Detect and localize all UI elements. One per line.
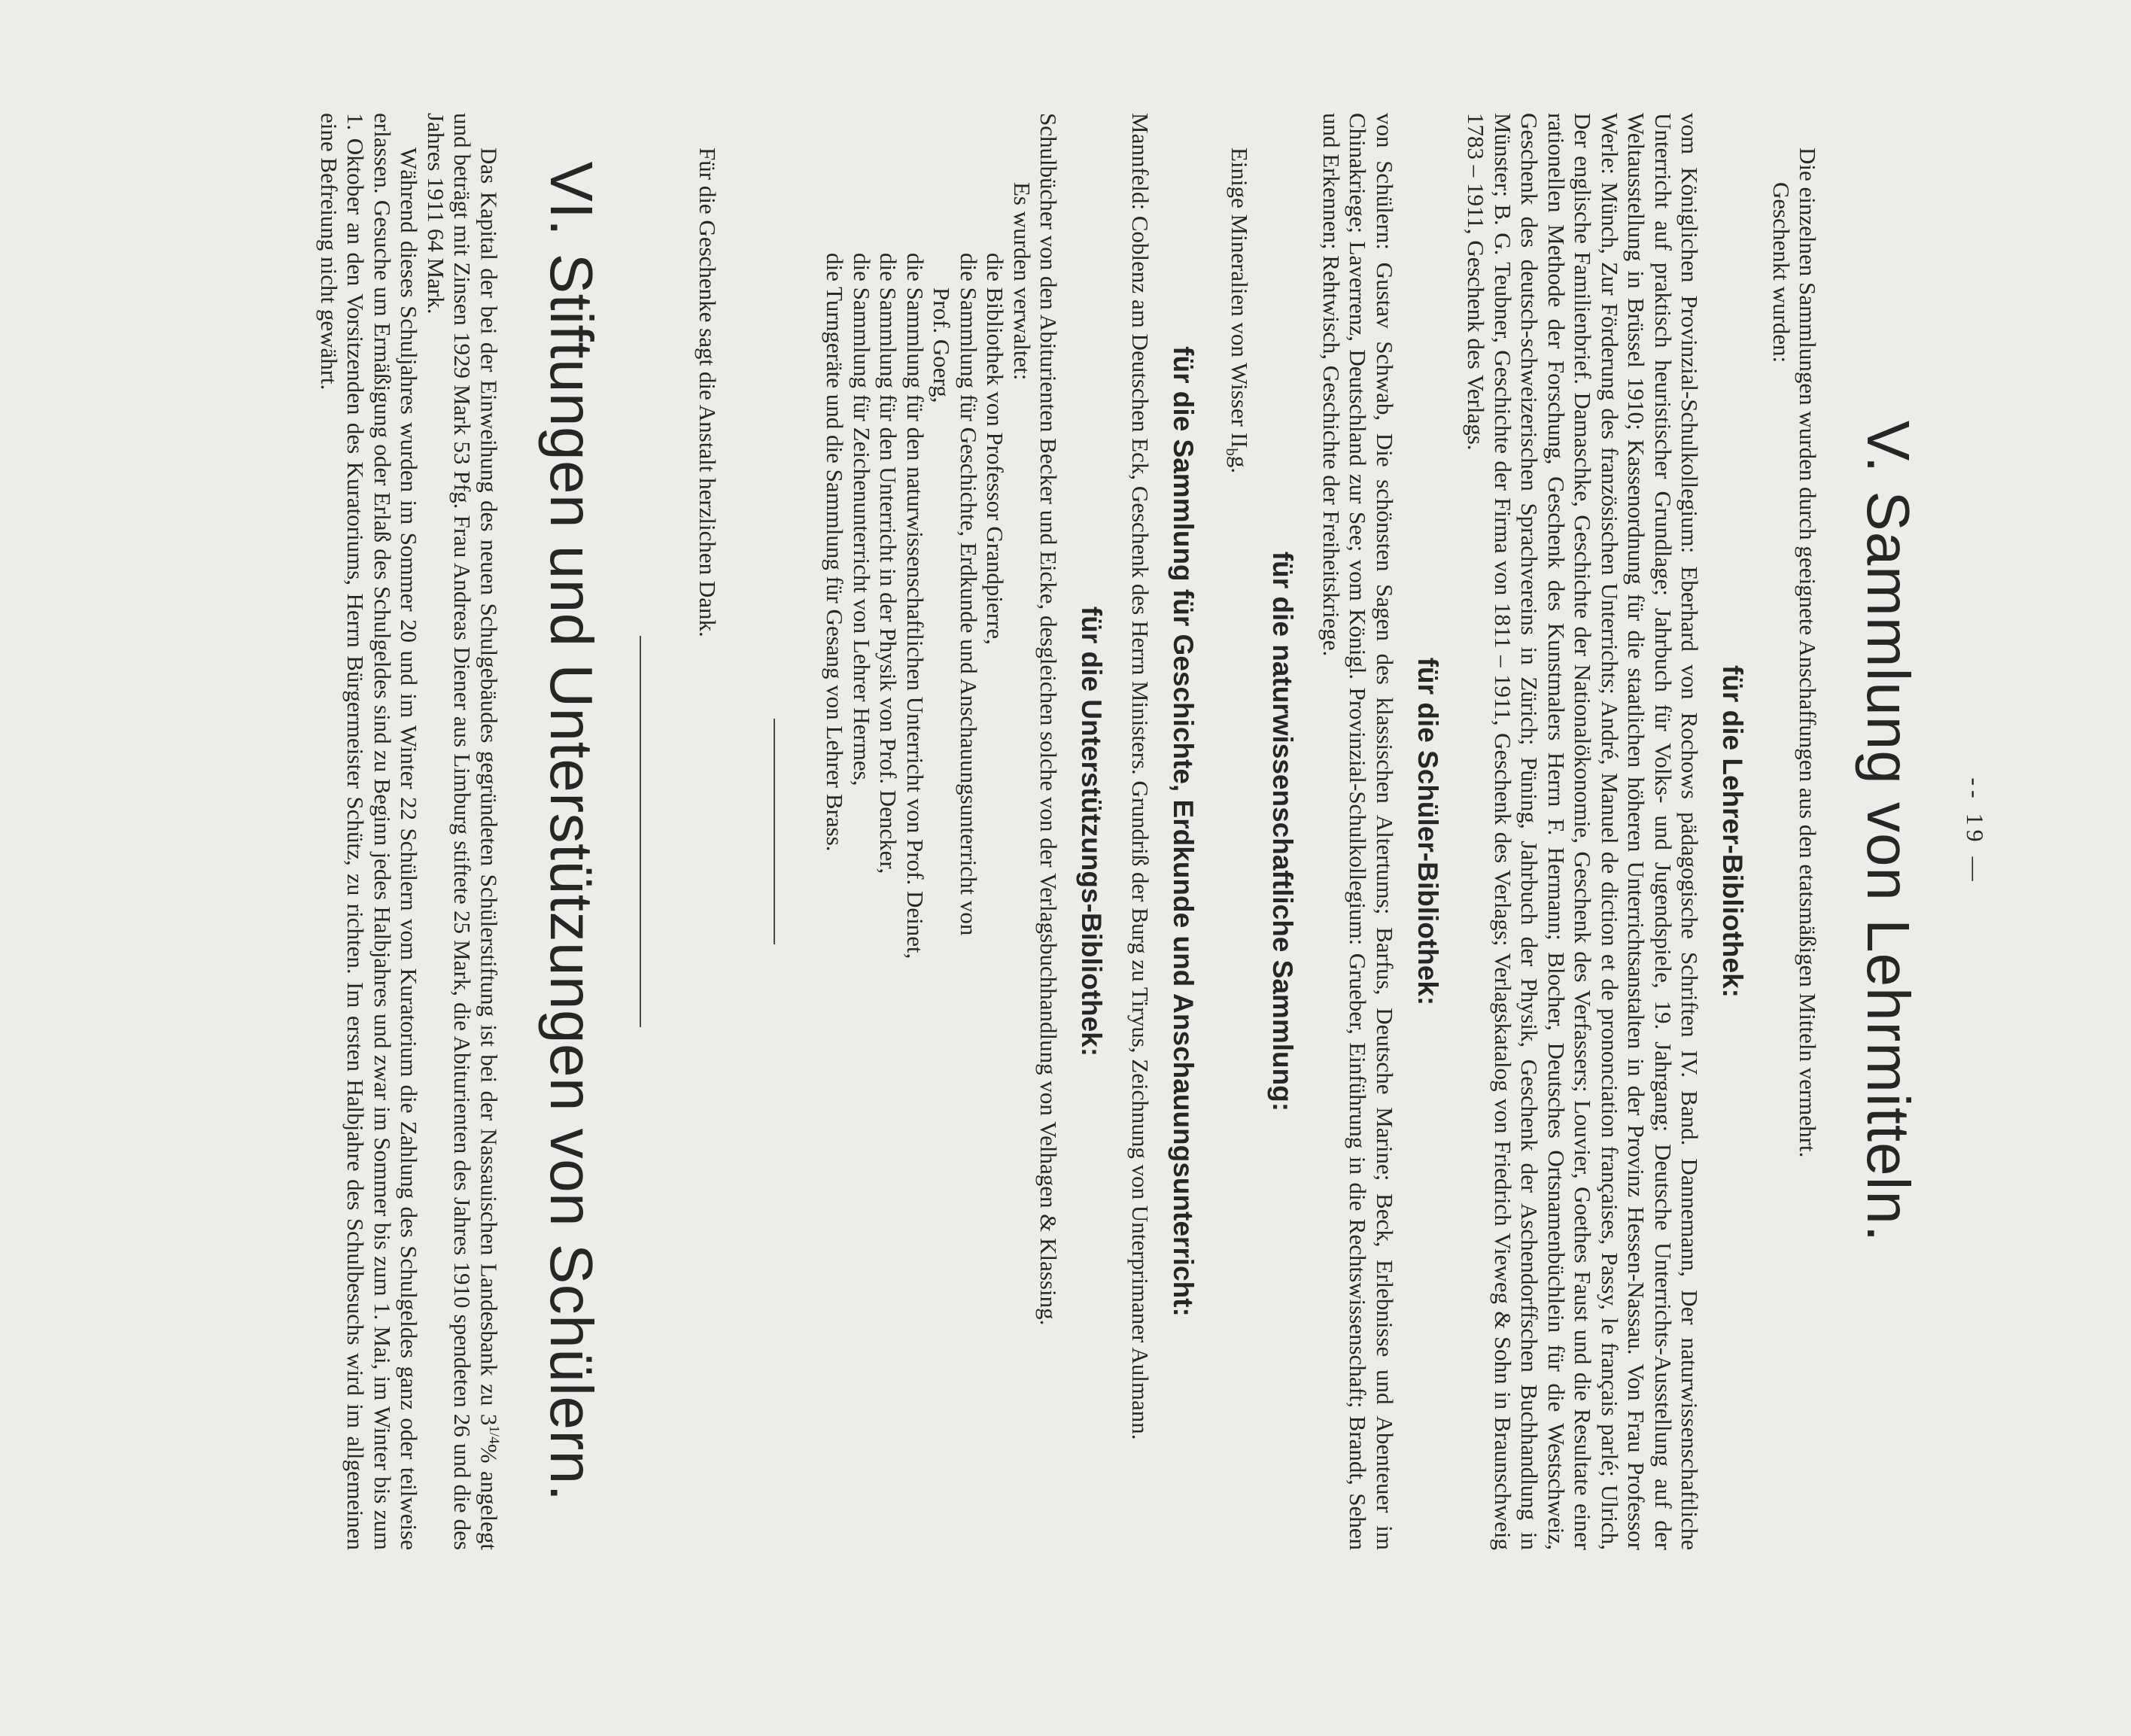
divider-long xyxy=(640,636,641,1027)
section-v-title: V. Sammlung von Lehrmitteln. xyxy=(1855,420,1923,1243)
list-item: die Sammlung für Zeichenunterricht von Lehrer Hermes, xyxy=(848,253,875,786)
page-number: -- 19 — xyxy=(1962,777,1989,886)
schueler-bibliothek-heading: für die Schüler-Bibliothek: xyxy=(1412,657,1443,1006)
thanks-text: Für die Geschenke sagt die Anstalt herzlichen Dank. xyxy=(694,147,721,637)
list-item: die Bibliothek von Professor Grandpierre, xyxy=(982,253,1009,645)
section-vi-paragraph-1 xyxy=(422,113,507,1550)
natur-text-after: g. xyxy=(1227,455,1254,474)
list-item: die Sammlung für den naturwissenschaftlichen Unterricht von Prof. Deinet, xyxy=(901,253,929,959)
p1-part-b: % angelegt und beträgt mit Zinsen 1929 Mark 53 Pfg. Frau Andreas Diener aus Limburg stiftete 25 Mark, die Abiturienten des Jahres 1910 spendeten 26 und die des Jahres 1911 64 Mark. xyxy=(422,113,503,1550)
natur-sammlung-text xyxy=(1218,113,1254,1550)
divider-short xyxy=(774,719,775,944)
page-content xyxy=(315,113,1988,1550)
schueler-bibliothek-text: von Schülern: Gustav Schwab, Die schönsten Sagen des klassischen Altertums; Barfus, Deutsche Marine; Beck, Erlebnisse und Abenteuer im Chinakriege; Laverrenz, Deutschland zur See; vom Königl. Provinzial-Schulkollegium: Grueber, Einführung in die Rechtswissenschaft; Brandt, Sehen und Erkennen; Rehtwisch, Geschichte der Freiheitskriege. xyxy=(1318,113,1398,1550)
verwaltet-label: Es wurden verwaltet: xyxy=(1008,182,1035,381)
lehrer-bibliothek-text: vom Königlichen Provinzial-Schulkollegium: Eberhard von Rochows pädagogische Schriften IV. Band. Dannemann, Der naturwissenschaftliche Unterricht auf praktisch heuristischer Grundlage; Jahrbuch für Volks- und Jugendspiele, 19. Jahrgang; Deutsche Unterrichts-Ausstellung auf der Weltausstellung in Brüssel 1910; Kassenordnung für die staatlichen höheren Unterrichtsanstalten in der Provinz Hessen-Nassau. Von Frau Professor Werle: Münch, Zur Förderung des französischen Unterrichts; André, Manuel de diction et de prononciation françaises, Passy, le français parlé; Ulrich, Der englische Familienbrief. Damaschke, Geschichte der Nationalökonomie, Geschenk des Verfassers; Louvier, Goethes Faust und die Resultate einer rationellen Methode der Forschung, Geschenk des Kunstmalers Herrn F. Hermann; Blocher, Deutsches Ortsnamenbüchlein für die Westschweiz, Geschenk des deutsch-schweizerischen Sprachvereins in Zürich; Püning, Jahrbuch der Physik, Geschenk der Aschendorffschen Buchhandlung in Münster; B. G. Teubner, Geschichte der Firma von 1811 – 1911, Geschenk des Verlags; Verlagskatalog von Friedrich Vieweg & Sohn in Braunschweig 1783 – 1911, Geschenk des Verlags. xyxy=(1463,113,1704,1550)
natur-sammlung-heading: für die naturwissenschaftliche Sammlung: xyxy=(1267,551,1299,1112)
list-item: Prof. Goerg, xyxy=(929,287,956,403)
unterstuetzung-bibliothek-heading: für die Unterstützungs-Bibliothek: xyxy=(1076,606,1108,1057)
lehrer-bibliothek-heading: für die Lehrer-Bibliothek: xyxy=(1717,665,1749,998)
p1-part-a: Das Kapital der bei der Einweihung des neuen Schulgebäudes gegründeten Schülerstiftung ist bei der Nassauischen Landesbank zu 3 xyxy=(476,147,503,1426)
natur-text-before: Einige Mineralien von Wisser II xyxy=(1227,147,1254,448)
geschichte-sammlung-heading: für die Sammlung für Geschichte, Erdkunde und Anschauungsunterricht: xyxy=(1167,346,1199,1317)
verwaltet-list xyxy=(822,253,1009,1550)
p1-fraction: 1/4 xyxy=(486,1425,503,1444)
section-v-intro: Die einzelnen Sammlungen wurden durch geeignete Anschaffungen aus den etatsmäßigen Mitteln vermehrt. xyxy=(1795,147,1822,1158)
section-vi-paragraph-2: Während dieses Schuljahres wurden im Sommer 20 und im Winter 22 Schülern vom Kuratorium die Zahlung des Schulgeldes ganz oder teilweise erlassen. Gesuche um Ermäßigung oder Erlaß des Schulgeldes sind zu Beginn jedes Halbjahres und zwar im Sommer bis zum 1. Mai, im Winter bis zum 1. Oktober an den Vorsitzenden des Kuratoriums, Herrn Bürgermeister Schütz, zu richten. Im ersten Halbjahre des Schulbesuchs wird im allgemeinen eine Befreiung nicht gewährt. xyxy=(315,113,423,1550)
gifts-label: Geschenkt wurden: xyxy=(1768,182,1795,363)
list-item: die Sammlung für den Unterricht in der Physik von Prof. Dencker, xyxy=(875,253,902,874)
section-vi-title: VI. Stiftungen und Unterstützungen von Schülern. xyxy=(538,161,606,1502)
unterstuetzung-bibliothek-text: Schulbücher von den Abiturienten Becker und Eicke, desgleichen solche von der Verlagsbuchhandlung von Velhagen & Klassing. xyxy=(1035,113,1062,1326)
geschichte-sammlung-text: Mannfeld: Coblenz am Deutschen Eck, Geschenk des Herrn Ministers. Grundriß der Burg zu Tiryus, Zeichnung von Unterprimaner Aulmann. xyxy=(1126,113,1154,1440)
natur-text-sub: b xyxy=(1223,448,1242,456)
list-item: die Turngeräte und die Sammlung für Gesang von Lehrer Brass. xyxy=(822,253,849,852)
list-item: die Sammlung für Geschichte, Erdkunde und Anschauungsunterricht von xyxy=(955,253,982,936)
